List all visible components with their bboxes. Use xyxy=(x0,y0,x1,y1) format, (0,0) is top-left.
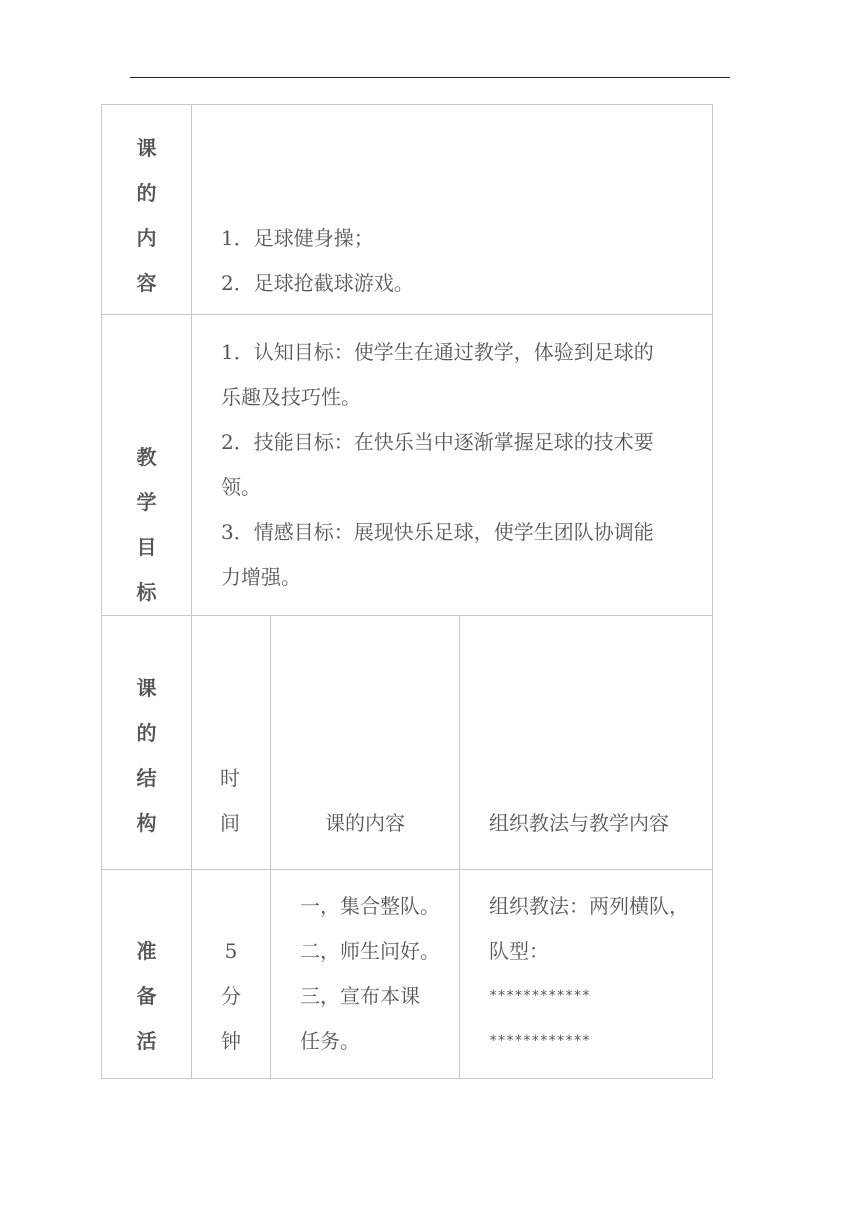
objectives-label-char: 标 xyxy=(136,580,157,604)
warmup-time-char: 钟 xyxy=(221,1029,241,1053)
content-item: 1．足球健身操； xyxy=(221,226,374,250)
objectives-label-char: 目 xyxy=(136,535,157,559)
structure-label-char: 结 xyxy=(136,766,157,790)
structure-label-cell xyxy=(102,616,192,870)
warmup-content-line: 二，师生问好。 xyxy=(300,939,440,963)
content-label-char: 容 xyxy=(136,271,157,295)
objective-line: 乐趣及技巧性。 xyxy=(221,385,361,409)
structure-header-row xyxy=(102,616,713,870)
warmup-label-char: 准 xyxy=(136,939,157,963)
objectives-label-cell xyxy=(102,315,192,616)
content-header: 课的内容 xyxy=(325,811,405,835)
warmup-row xyxy=(102,870,713,1079)
method-header-cell xyxy=(460,616,713,870)
structure-label-char: 构 xyxy=(136,811,157,835)
time-header-cell xyxy=(192,616,271,870)
objective-line: 力增强。 xyxy=(221,565,301,589)
warmup-method-cell xyxy=(460,870,713,1079)
content-items-cell xyxy=(192,105,713,315)
warmup-label-char: 活 xyxy=(136,1029,157,1053)
warmup-content-cell xyxy=(271,870,460,1079)
objectives-label-char: 学 xyxy=(136,490,157,514)
warmup-time-char: 分 xyxy=(221,984,241,1008)
content-label-char: 内 xyxy=(136,226,157,250)
objectives-text-cell xyxy=(192,315,713,616)
content-label-char: 课 xyxy=(136,136,157,160)
header-rule xyxy=(130,77,730,78)
warmup-label-cell xyxy=(102,870,192,1079)
formation-stars: ************ xyxy=(489,1033,591,1049)
objectives-row xyxy=(102,315,713,616)
warmup-time-char: 5 xyxy=(224,939,238,963)
objective-line: 3．情感目标：展现快乐足球，使学生团队协调能 xyxy=(221,520,654,544)
formation-stars: ************ xyxy=(489,988,591,1004)
structure-label-char: 的 xyxy=(136,721,157,745)
warmup-method-line: 队型： xyxy=(489,939,549,963)
warmup-content-line: 一，集合整队。 xyxy=(300,894,440,918)
warmup-label-char: 备 xyxy=(136,984,157,1008)
content-row xyxy=(102,105,713,315)
objective-line: 2．技能目标：在快乐当中逐渐掌握足球的技术要 xyxy=(221,430,654,454)
warmup-content-line: 任务。 xyxy=(300,1029,360,1053)
objective-line: 领。 xyxy=(221,475,261,499)
objectives-label-char: 教 xyxy=(136,445,157,469)
warmup-method-line: 组织教法：两列横队， xyxy=(489,894,689,918)
content-header-cell xyxy=(271,616,460,870)
content-label-char: 的 xyxy=(136,181,157,205)
method-header: 组织教法与教学内容 xyxy=(489,811,669,835)
time-header-char: 间 xyxy=(220,811,240,835)
warmup-time-cell xyxy=(192,870,271,1079)
structure-label-char: 课 xyxy=(136,676,157,700)
time-header-char: 时 xyxy=(220,766,240,790)
content-item: 2．足球抢截球游戏。 xyxy=(221,271,414,295)
lesson-plan-table xyxy=(101,104,713,1079)
warmup-content-line: 三，宣布本课 xyxy=(300,984,420,1008)
objective-line: 1．认知目标：使学生在通过教学，体验到足球的 xyxy=(221,340,654,364)
content-label-cell xyxy=(102,105,192,315)
